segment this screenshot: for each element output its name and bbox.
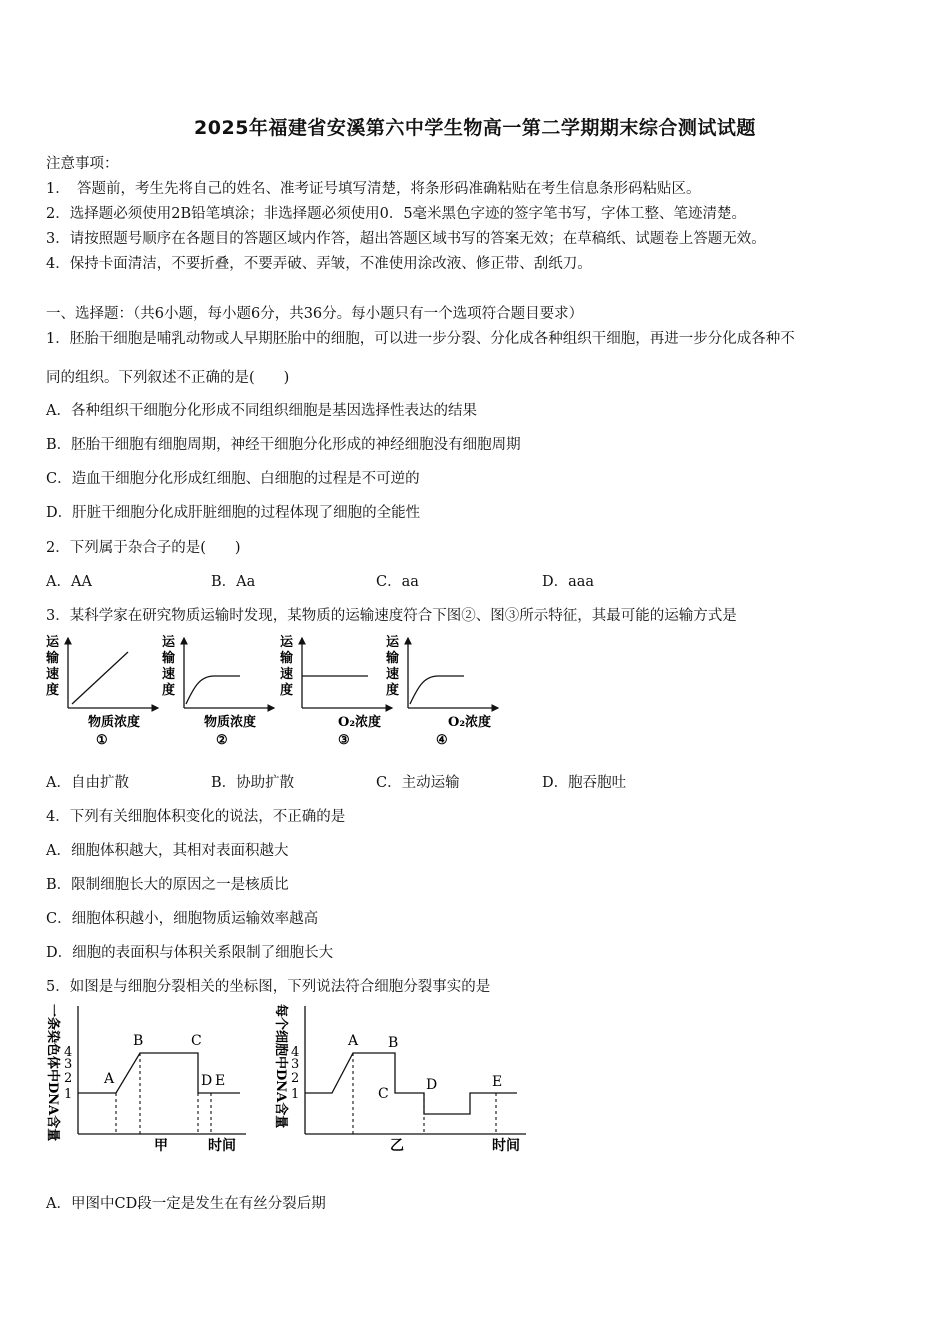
graph-xlabel: 物质浓度: [204, 715, 257, 730]
q1-stem-line2: 同的组织。下列叙述不正确的是( ): [46, 370, 290, 386]
tick-label: 3: [291, 1057, 300, 1072]
graph-name: 甲: [154, 1138, 168, 1154]
q4-stem: 4．下列有关细胞体积变化的说法，不正确的是: [46, 809, 346, 825]
q3-option-d: D．胞吞胞吐: [542, 775, 627, 791]
q5-option-a: A．甲图中CD段一定是发生在有丝分裂后期: [46, 1196, 326, 1212]
q4-option-d: D．细胞的表面积与体积关系限制了细胞长大: [46, 945, 334, 961]
tick-label: 3: [64, 1057, 73, 1072]
tick-label: 1: [64, 1087, 73, 1102]
graph-ylabel: 度: [386, 683, 400, 698]
q3-figure: [40, 632, 510, 752]
tick-label: 1: [291, 1087, 300, 1102]
graph-ylabel: 一条染色体中DNA含量: [45, 1004, 60, 1142]
q1-option-b: B．胚胎干细胞有细胞周期，神经干细胞分化形成的神经细胞没有细胞周期: [46, 437, 521, 453]
point-label: D: [201, 1073, 213, 1089]
graph-4: [385, 634, 498, 748]
notice-item: 2．选择题必须使用2B铅笔填涂；非选择题必须使用0．5毫米黑色字迹的签字笔书写，字体工整、笔迹清楚。: [46, 206, 747, 222]
graph-ylabel: 运: [280, 635, 294, 650]
graph-ylabel: 度: [162, 683, 176, 698]
graph-ylabel: 运: [162, 635, 176, 650]
graph-yi: [273, 1004, 526, 1154]
graph-number: ②: [216, 733, 228, 748]
q1-option-c: C．造血干细胞分化形成红细胞、白细胞的过程是不可逆的: [46, 471, 420, 487]
graph-name: 乙: [390, 1138, 404, 1154]
graph-xlabel: 时间: [492, 1138, 520, 1154]
tick-label: 4: [291, 1045, 300, 1060]
graph-ylabel: 输: [280, 651, 294, 666]
point-label: A: [104, 1071, 115, 1087]
q1-option-a: A．各种组织干细胞分化形成不同组织细胞是基因选择性表达的结果: [46, 403, 477, 419]
graph-xlabel: 时间: [208, 1138, 236, 1154]
section-heading: 一、选择题：（共6小题，每小题6分，共36分。每小题只有一个选项符合题目要求）: [46, 306, 584, 322]
graph-ylabel: 输: [46, 651, 60, 666]
graph-3: [279, 634, 392, 748]
graph-jia: [45, 1004, 246, 1154]
q1-option-d: D．肝脏干细胞分化成肝脏细胞的过程体现了细胞的全能性: [46, 505, 421, 521]
q3-option-c: C．主动运输: [376, 775, 460, 791]
graph-xlabel: O₂浓度: [448, 715, 492, 730]
q3-option-a: A．自由扩散: [46, 775, 129, 791]
graph-2: [161, 634, 274, 748]
q4-option-c: C．细胞体积越小，细胞物质运输效率越高: [46, 911, 319, 927]
q4-option-a: A．细胞体积越大，其相对表面积越大: [46, 843, 289, 859]
q3-stem: 3．某科学家在研究物质运输时发现，某物质的运输速度符合下图②、图③所示特征，其最可能的运输方式是: [46, 608, 737, 624]
graph-ylabel: 每个细胞中DNA含量: [273, 1004, 288, 1129]
point-label: C: [191, 1033, 202, 1049]
graph-ylabel: 速: [386, 667, 400, 682]
curve: [186, 676, 240, 704]
q4-option-b: B．限制细胞长大的原因之一是核质比: [46, 877, 289, 893]
q2-option-a: A．AA: [46, 574, 92, 590]
dna-curve: [305, 1053, 517, 1114]
graph-ylabel: 输: [386, 651, 400, 666]
q5-stem: 5．如图是与细胞分裂相关的坐标图，下列说法符合细胞分裂事实的是: [46, 979, 491, 995]
page-title: 2025年福建省安溪第六中学生物高一第二学期期末综合测试试题: [194, 117, 756, 139]
point-label: B: [388, 1035, 399, 1051]
graph-ylabel: 度: [46, 683, 60, 698]
point-label: E: [492, 1074, 503, 1090]
graph-ylabel: 速: [46, 667, 60, 682]
q5-figure: [40, 1000, 540, 1160]
graph-ylabel: 运: [46, 635, 60, 650]
curve: [410, 676, 464, 704]
graph-ylabel: 速: [162, 667, 176, 682]
notice-item: 1． 答题前，考生先将自己的姓名、准考证号填写清楚，将条形码准确粘贴在考生信息条形码粘贴区。: [46, 181, 701, 197]
q2-stem: 2．下列属于杂合子的是( ): [46, 540, 241, 556]
point-label: B: [133, 1033, 144, 1049]
notice-item: 3．请按照题号顺序在各题目的答题区域内作答，超出答题区域书写的答案无效；在草稿纸、试题卷上答题无效。: [46, 231, 766, 247]
graph-1: [45, 634, 158, 748]
curve: [72, 652, 128, 704]
q2-option-d: D．aaa: [542, 574, 595, 590]
q2-option-b: B．Aa: [211, 574, 256, 590]
q3-option-b: B．协助扩散: [211, 775, 295, 791]
q2-option-c: C．aa: [376, 574, 419, 590]
graph-ylabel: 输: [162, 651, 176, 666]
tick-label: 2: [291, 1071, 300, 1086]
point-label: E: [215, 1073, 226, 1089]
graph-xlabel: O₂浓度: [338, 715, 382, 730]
tick-label: 2: [64, 1071, 73, 1086]
notice-item: 4．保持卡面清洁，不要折叠，不要弄破、弄皱，不准使用涂改液、修正带、刮纸刀。: [46, 256, 592, 272]
graph-number: ④: [436, 733, 448, 748]
q1-stem-line1: 1．胚胎干细胞是哺乳动物或人早期胚胎中的细胞，可以进一步分裂、分化成各种组织干细胞，再进一步分化成各种不: [46, 331, 795, 347]
graph-ylabel: 运: [386, 635, 400, 650]
graph-ylabel: 度: [280, 683, 294, 698]
point-label: A: [348, 1033, 359, 1049]
graph-xlabel: 物质浓度: [88, 715, 141, 730]
notice-heading: 注意事项：: [46, 156, 119, 172]
graph-ylabel: 速: [280, 667, 294, 682]
point-label: C: [378, 1086, 389, 1102]
point-label: D: [426, 1077, 438, 1093]
graph-number: ①: [96, 733, 108, 748]
tick-label: 4: [64, 1045, 73, 1060]
graph-number: ③: [338, 733, 350, 748]
